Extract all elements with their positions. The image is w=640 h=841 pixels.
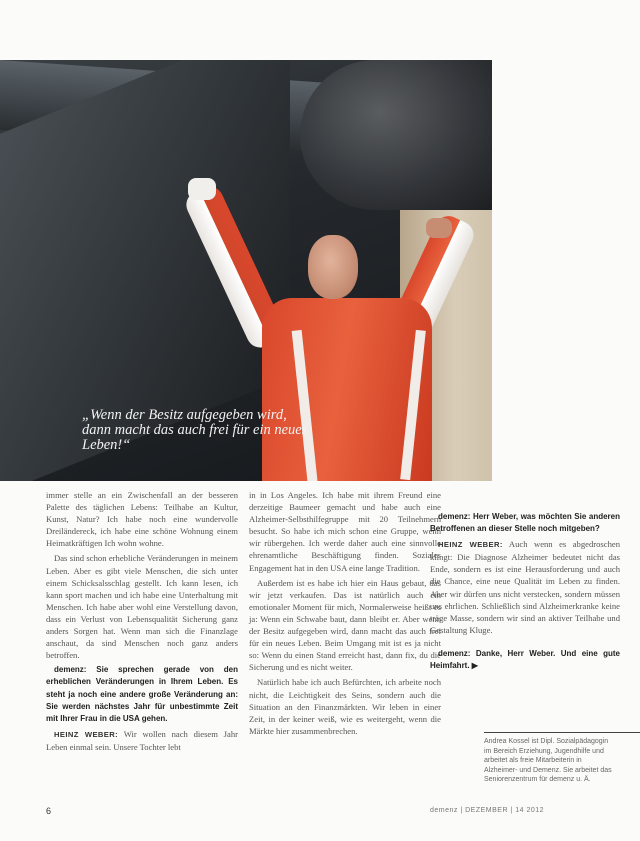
closing-text: demenz: Danke, Herr Weber. Und eine gute Heimfahrt. — [430, 648, 620, 671]
interview-answer — [430, 538, 620, 636]
speaker-label: HEINZ WEBER: — [54, 729, 119, 739]
paragraph: in in Los Angeles. Ich habe mit ihrem Freund eine derzeitige Baumeer gemacht und habe auch eine Alzheimer-Selbsthilfegruppe mit 20 Teilnehmern besucht. So habe ich mich schon eine Gruppe, wenn wir rübergehen. Ich werde daher auch eine sinnvolle ehrenamtliche Beschäftigung finden. Soziales Engagement hat in den USA eine lange Tradition. — [249, 490, 441, 573]
left-hand-glove — [188, 178, 216, 200]
closing-line — [430, 648, 620, 672]
paragraph: immer stelle an ein Zwischenfall an der besseren Palette des täglichen Lebens: Teilhabe an Kultur, Kunst, Natur? Ich habe noch eine wundervolle Dreiländereck, ich habe eine schöne Wohnung einem Heimatkräftigen Ich wohn wohne. — [46, 490, 238, 549]
paragraph: Natürlich habe ich auch Befürchten, ich arbeite noch nicht, die Leichtigkeit des Seins, sondern auch die Situation an den Finanzmärkten. Wir leben in einer Zeit, in der keiner weiß, wie es weitergeht, wenn die Märkte hier zusammenbrechen. — [249, 677, 441, 736]
info-divider — [484, 732, 640, 733]
author-info: Andrea Kossel ist Dipl. Sozialpädagogin im Bereich Erziehung, Jugendhilfe und arbeitet als freie Mitarbeiterin in Alzheimer- und Demenz. Sie arbeitet das Seniorenzentrum für demenz u. Ä. — [484, 738, 612, 784]
text-column-1 — [46, 489, 238, 756]
interview-answer — [46, 728, 238, 753]
text-column-2 — [249, 489, 441, 740]
man-head — [308, 235, 358, 299]
steel-pipe — [300, 60, 492, 210]
interview-question: demenz: Sie sprechen gerade von den erheblichen Veränderungen in Ihrem Leben. Es steht ja noch eine andere große Veränderung an: Sie werden nächstes Jahr für unbestimmte Zeit mit Ihrer Frau in die USA gehen. — [46, 665, 238, 723]
answer-text: Wir wollen nach diesem Jahr Leben einmal sein. Unsere Tochter lebt — [46, 728, 238, 752]
end-mark-icon: ▶ — [471, 661, 478, 671]
answer-text: Auch wenn es abgedroschen klingt: Die Diagnose Alzheimer bedeutet nicht das Ende, sondern es ist eine Herausforderung und auch die Chance, eine neue Qualität im Leben zu finden. Aber wir dürfen uns nicht verstecken, sondern müssen uns ehrlichen. Schließlich sind Alzheimerkranke keine träge Masse, sondern wir sind an aktiver Teilhabe und Gestaltung Kluge. — [430, 539, 620, 635]
page-number: 6 — [46, 806, 52, 816]
paragraph: Das sind schon erhebliche Veränderungen in meinem Leben. Aber es gibt viele Menschen, die sich unter einem Schicksalsschlag gestellt. Ich kann lesen, ich kann sport machen und ich habe eine Unterhaltung mit Menschen. Ich habe aber wohl eine Verstellung davon, dass ein Verlust von Lebensqualität Sicherung ganz anders Sorgen hat. Wenn man sich die Finanzlage anschaut, da sind Menschen noch ganz anders betroffen. — [46, 553, 238, 661]
photo-quote: „Wenn der Besitz aufgegeben wird, dann macht das auch frei für ein neues Leben!“ — [82, 407, 308, 453]
interview-question: demenz: Herr Weber, was möchten Sie anderen Betroffenen an dieser Stelle noch mitgeben? — [430, 512, 620, 534]
magazine-footer: demenz | DEZEMBER | 14 2012 — [430, 807, 545, 814]
speaker-label: HEINZ WEBER: — [438, 540, 503, 550]
paragraph: Außerdem ist es habe ich hier ein Haus gebaut, das wir jetzt verkaufen. Das ist natürlich auch ein emotionaler Moment für mich, Normalerweise heißt es ja: Wenn ein Schwabe baut, dann bleibt er. Aber wenn der Besitz aufgegeben wird, dann macht das auch frei für ein neues Leben. Beim Umgang mit ist es ja nicht so: Wenn du einen Stand erreicht hast, dann fix, du die Sicherung und es nicht weiter. — [249, 577, 441, 673]
right-hand — [426, 218, 452, 238]
text-column-3 — [430, 489, 620, 675]
